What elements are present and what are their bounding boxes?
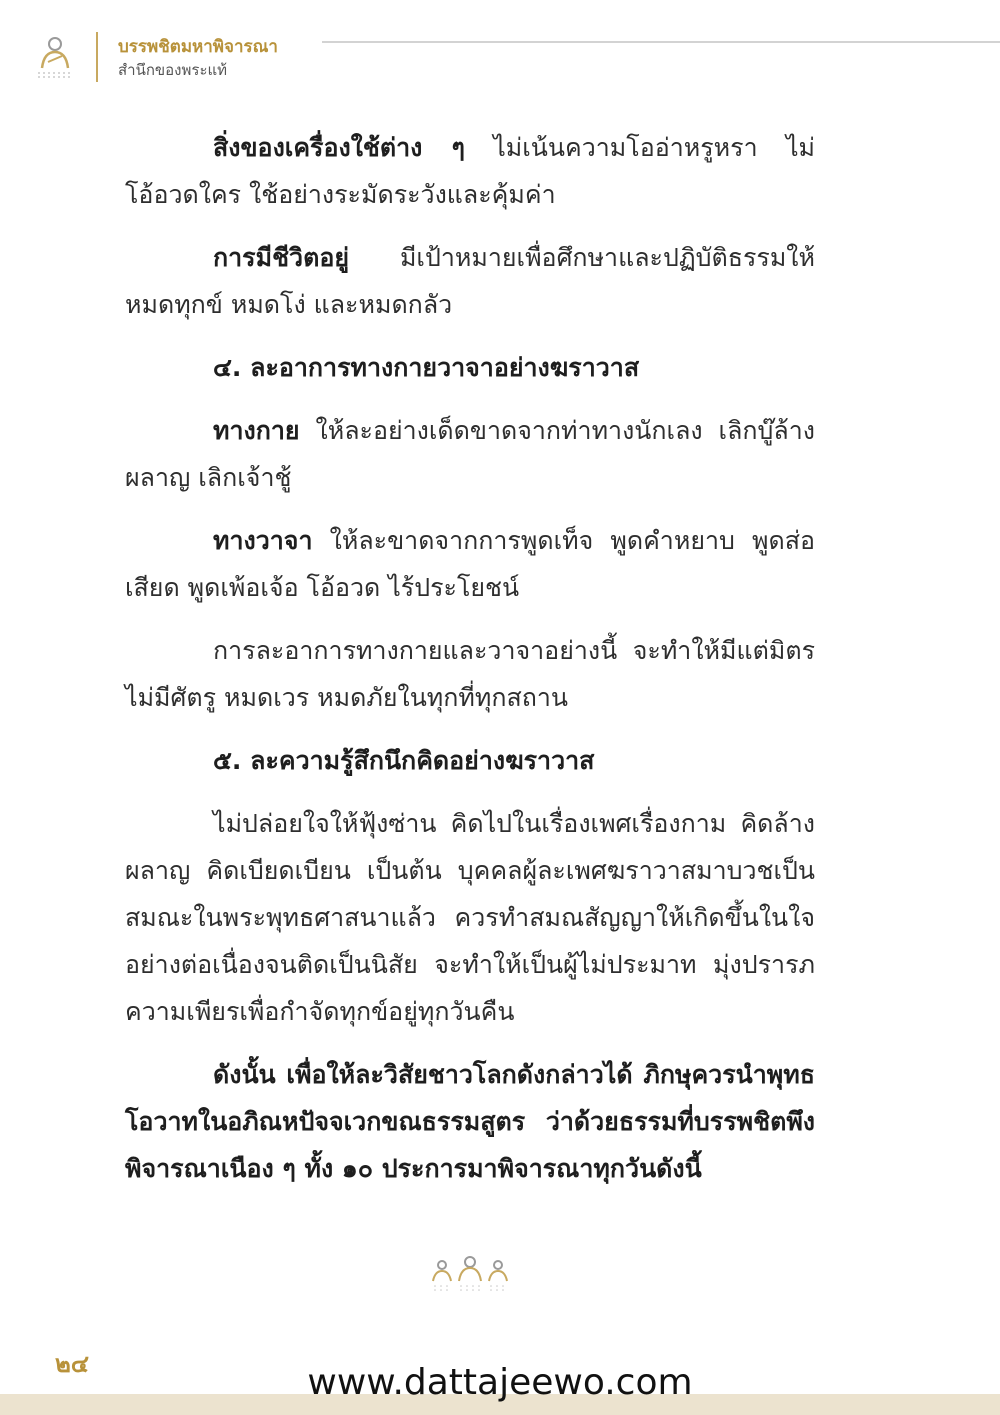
page-body — [125, 124, 815, 1208]
paragraph-lead: การมีชีวิตอยู่ — [213, 243, 349, 272]
paragraph-body-conduct — [125, 407, 815, 501]
paragraph-text: ดังนั้น เพื่อให้ละวิสัยชาวโลกดังกล่าวได้ ภิกษุควรนำพุทธโอวาทในอภิณหปัจจเวกขณธรรมสูตร ว่าด้วยธรรมที่บรรพชิตพึงพิจารณาเนือง ๆ ทั้ง ๑๐ ประการมาพิจารณาทุกวันดังนี้ — [125, 1060, 815, 1183]
paragraph-benefits — [125, 627, 815, 721]
paragraph-text: ให้ละอย่างเด็ดขาดจากท่าทางนักเลง เลิกบู๊ล้างผลาญ เลิกเจ้าชู้ — [125, 416, 815, 492]
paragraph-text: มีเป้าหมายเพื่อศึกษาและปฏิบัติธรรมให้หมดทุกข์ หมดโง่ และหมดกลัว — [125, 243, 815, 319]
paragraph-text: ให้ละขาดจากการพูดเท็จ พูดคำหยาบ พูดส่อเสียด พูดเพ้อเจ้อ โอ้อวด ไร้ประโยชน์ — [125, 526, 815, 602]
section-heading-4: ๔. ละอาการทางกายวาจาอย่างฆราวาส — [213, 353, 640, 382]
paragraph-living — [125, 234, 815, 328]
paragraph-text: การละอาการทางกายและวาจาอย่างนี้ จะทำให้มีแต่มิตร ไม่มีศัตรู หมดเวร หมดภัยในทุกที่ทุกสถาน — [125, 636, 815, 712]
paragraph-speech-conduct — [125, 517, 815, 611]
page-header — [0, 0, 1000, 90]
paragraph-text: ไม่เน้นความโออ่าหรูหรา ไม่โอ้อวดใคร ใช้อย่างระมัดระวังและคุ้มค่า — [125, 133, 815, 209]
paragraph-lead: ทางกาย — [213, 416, 300, 445]
paragraph-lead: สิ่งของเครื่องใช้ต่าง ๆ — [213, 133, 465, 162]
paragraph-conclusion — [125, 1051, 815, 1192]
website-watermark: www.dattajeewo.com — [307, 1362, 693, 1403]
paragraph-lead: ทางวาจา — [213, 526, 313, 555]
book-subtitle: สำนึกของพระแท้ — [118, 61, 228, 79]
book-title: บรรพชิตมหาพิจารณา — [118, 37, 278, 57]
header-rule — [322, 41, 1000, 43]
header-divider — [96, 32, 98, 82]
paragraph-text: ไม่ปล่อยใจให้ฟุ้งซ่าน คิดไปในเรื่องเพศเรื่องกาม คิดล้างผลาญ คิดเบียดเบียน เป็นต้น บุคคลผู้ละเพศฆราวาสมาบวชเป็นสมณะในพระพุทธศาสนาแล้ว ควรทำสมณสัญญาให้เกิดขึ้นในใจอย่างต่อเนื่องจนติดเป็นนิสัย จะทำให้เป็นผู้ไม่ประมาท มุ่งปรารภความเพียรเพื่อกำจัดทุกข์อยู่ทุกวันคืน — [125, 809, 815, 1026]
page-number: ๒๔ — [55, 1350, 89, 1378]
monk-meditation-icon — [30, 32, 80, 82]
paragraph-mind — [125, 800, 815, 1035]
section-heading-5: ๕. ละความรู้สึกนึกคิดอย่างฆราวาส — [213, 746, 595, 775]
three-monks-icon — [425, 1255, 515, 1295]
paragraph-belongings — [125, 124, 815, 218]
